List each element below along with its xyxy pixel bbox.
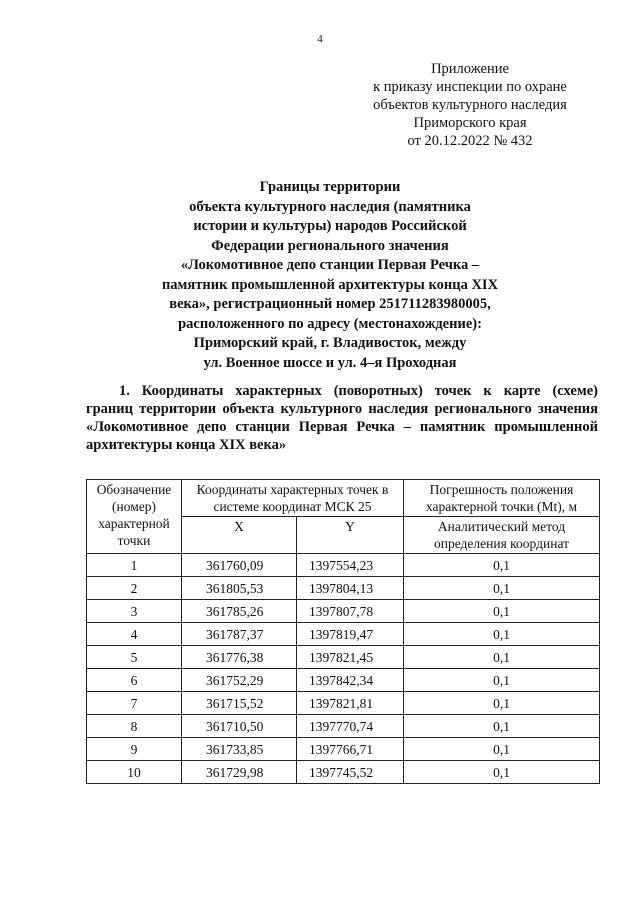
cell-y: 1397807,78 xyxy=(297,600,404,623)
annex-line: объектов культурного наследия xyxy=(373,97,567,113)
cell-x: 361785,26 xyxy=(182,600,297,623)
table-row xyxy=(87,669,600,692)
cell-point: 1 xyxy=(87,554,182,577)
header-method: Аналитический метод определения координат xyxy=(404,517,600,554)
cell-y: 1397770,74 xyxy=(297,715,404,738)
title-line: века», регистрационный номер 251711283980005, xyxy=(169,296,491,312)
cell-point: 4 xyxy=(87,623,182,646)
cell-error: 0,1 xyxy=(404,577,600,600)
cell-y: 1397745,52 xyxy=(297,761,404,784)
cell-y: 1397819,47 xyxy=(297,623,404,646)
title-line: Границы территории xyxy=(259,179,401,195)
title-line: памятник промышленной архитектуры конца XIX xyxy=(161,276,499,293)
annex-line: от 20.12.2022 № 432 xyxy=(407,133,533,149)
cell-x: 361752,29 xyxy=(182,669,297,692)
cell-point: 8 xyxy=(87,715,182,738)
title-line: истории и культуры) народов Российской xyxy=(193,218,467,234)
page-number: 4 xyxy=(317,33,323,45)
cell-error: 0,1 xyxy=(404,600,600,623)
table-row xyxy=(87,738,600,761)
header-error: Погрешность положения характерной точки (Mt), м xyxy=(404,480,600,517)
title-line: «Локомотивное депо станции Первая Речка – xyxy=(180,257,480,273)
annex-line: Приложение xyxy=(431,61,509,77)
table-row xyxy=(87,623,600,646)
cell-error: 0,1 xyxy=(404,692,600,715)
paragraph-line: границ территории объекта культурного наследия регионального значения xyxy=(86,401,598,417)
table-row xyxy=(87,577,600,600)
cell-y: 1397804,13 xyxy=(297,577,404,600)
paragraph-line: архитектуры конца XIX века» xyxy=(86,437,287,453)
annex-line: к приказу инспекции по охране xyxy=(373,79,567,95)
cell-x: 361760,09 xyxy=(182,554,297,577)
cell-error: 0,1 xyxy=(404,623,600,646)
cell-y: 1397821,81 xyxy=(297,692,404,715)
section-paragraph xyxy=(86,382,598,454)
cell-error: 0,1 xyxy=(404,715,600,738)
cell-y: 1397554,23 xyxy=(297,554,404,577)
header-designation: Обозначение (номер) характерной точки xyxy=(87,480,182,554)
cell-error: 0,1 xyxy=(404,669,600,692)
table-row xyxy=(87,692,600,715)
cell-error: 0,1 xyxy=(404,761,600,784)
table-row xyxy=(87,554,600,577)
cell-x: 361805,53 xyxy=(182,577,297,600)
title-line: Федерации регионального значения xyxy=(211,237,449,254)
cell-point: 9 xyxy=(87,738,182,761)
title-line: ул. Военное шоссе и ул. 4–я Проходная xyxy=(203,354,457,371)
cell-point: 3 xyxy=(87,600,182,623)
annex-line: Приморского края xyxy=(413,115,527,131)
cell-x: 361715,52 xyxy=(182,692,297,715)
cell-x: 361733,85 xyxy=(182,738,297,761)
paragraph-line: «Локомотивное депо станции Первая Речка – памятник промышленной xyxy=(86,419,598,435)
header-x: X xyxy=(182,517,297,554)
paragraph-line: 1. Координаты характерных (поворотных) точек к карте (схеме) xyxy=(119,383,598,399)
cell-point: 5 xyxy=(87,646,182,669)
cell-y: 1397766,71 xyxy=(297,738,404,761)
cell-x: 361787,37 xyxy=(182,623,297,646)
cell-y: 1397842,34 xyxy=(297,669,404,692)
cell-point: 2 xyxy=(87,577,182,600)
header-coordinates: Координаты характерных точек в системе координат МСК 25 xyxy=(182,480,404,517)
annex-block xyxy=(350,60,590,150)
table-header-row xyxy=(87,480,600,517)
cell-y: 1397821,45 xyxy=(297,646,404,669)
document-title xyxy=(130,178,530,373)
title-line: объекта культурного наследия (памятника xyxy=(189,198,471,215)
cell-point: 10 xyxy=(87,761,182,784)
cell-point: 7 xyxy=(87,692,182,715)
cell-x: 361776,38 xyxy=(182,646,297,669)
title-line: Приморский край, г. Владивосток, между xyxy=(193,335,467,351)
table-row xyxy=(87,646,600,669)
cell-error: 0,1 xyxy=(404,646,600,669)
header-y: Y xyxy=(297,517,404,554)
cell-point: 6 xyxy=(87,669,182,692)
cell-x: 361710,50 xyxy=(182,715,297,738)
coordinates-table xyxy=(86,479,600,784)
cell-error: 0,1 xyxy=(404,554,600,577)
cell-error: 0,1 xyxy=(404,738,600,761)
cell-x: 361729,98 xyxy=(182,761,297,784)
table-row xyxy=(87,715,600,738)
table-row xyxy=(87,600,600,623)
title-line: расположенного по адресу (местонахождение): xyxy=(178,315,482,332)
table-row xyxy=(87,761,600,784)
